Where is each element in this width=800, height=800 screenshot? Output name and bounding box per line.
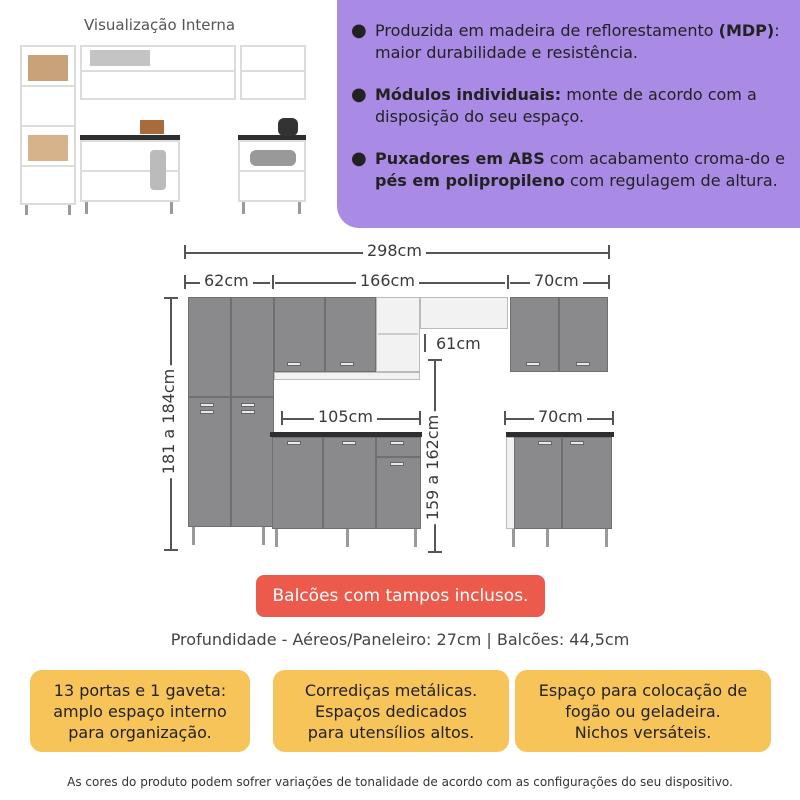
- depth-info: Profundidade - Aéreos/Paneleiro: 27cm | Balcões: 44,5cm: [170, 630, 630, 649]
- total-width-label: 298cm: [363, 241, 426, 260]
- middle-width-label: 166cm: [356, 271, 419, 290]
- internal-view-title: Visualização Interna: [84, 16, 236, 34]
- included-tops-banner: Balcões com tampos inclusos.: [256, 575, 545, 617]
- tall-height-label: 181 a 184cm: [159, 365, 178, 478]
- counter-width-label: 105cm: [314, 407, 377, 426]
- feature-item-3: ● Puxadores em ABS com acabamento croma-do e pés em polipropileno com regulagem de altura.: [351, 148, 785, 190]
- feature-item-1: ● Produzida em madeira de reflorestamento (MDP): maior durabilidade e resistência.: [351, 20, 780, 62]
- info-box-doors: 13 portas e 1 gaveta: amplo espaço interno para organização.: [30, 670, 250, 752]
- right-width-label: 70cm: [530, 271, 583, 290]
- upper-height-label: 159 a 162cm: [423, 411, 442, 524]
- bullet-icon: ●: [351, 148, 367, 169]
- bullet-icon: ●: [351, 20, 367, 41]
- color-disclaimer: As cores do produto podem sofrer variações de tonalidade de acordo com as configurações do seu dispositivo.: [67, 775, 733, 789]
- info-box-slides: Corrediças metálicas. Espaços dedicados para utensílios altos.: [273, 670, 509, 752]
- gap-width-label: 61cm: [436, 334, 481, 353]
- feature-item-2: ● Módulos individuais: monte de acordo com a disposição do seu espaço.: [351, 84, 757, 126]
- bullet-icon: ●: [351, 84, 367, 105]
- info-box-space: Espaço para colocação de fogão ou geladeira. Nichos versáteis.: [515, 670, 771, 752]
- right-counter-width-label: 70cm: [534, 407, 587, 426]
- left-width-label: 62cm: [200, 271, 253, 290]
